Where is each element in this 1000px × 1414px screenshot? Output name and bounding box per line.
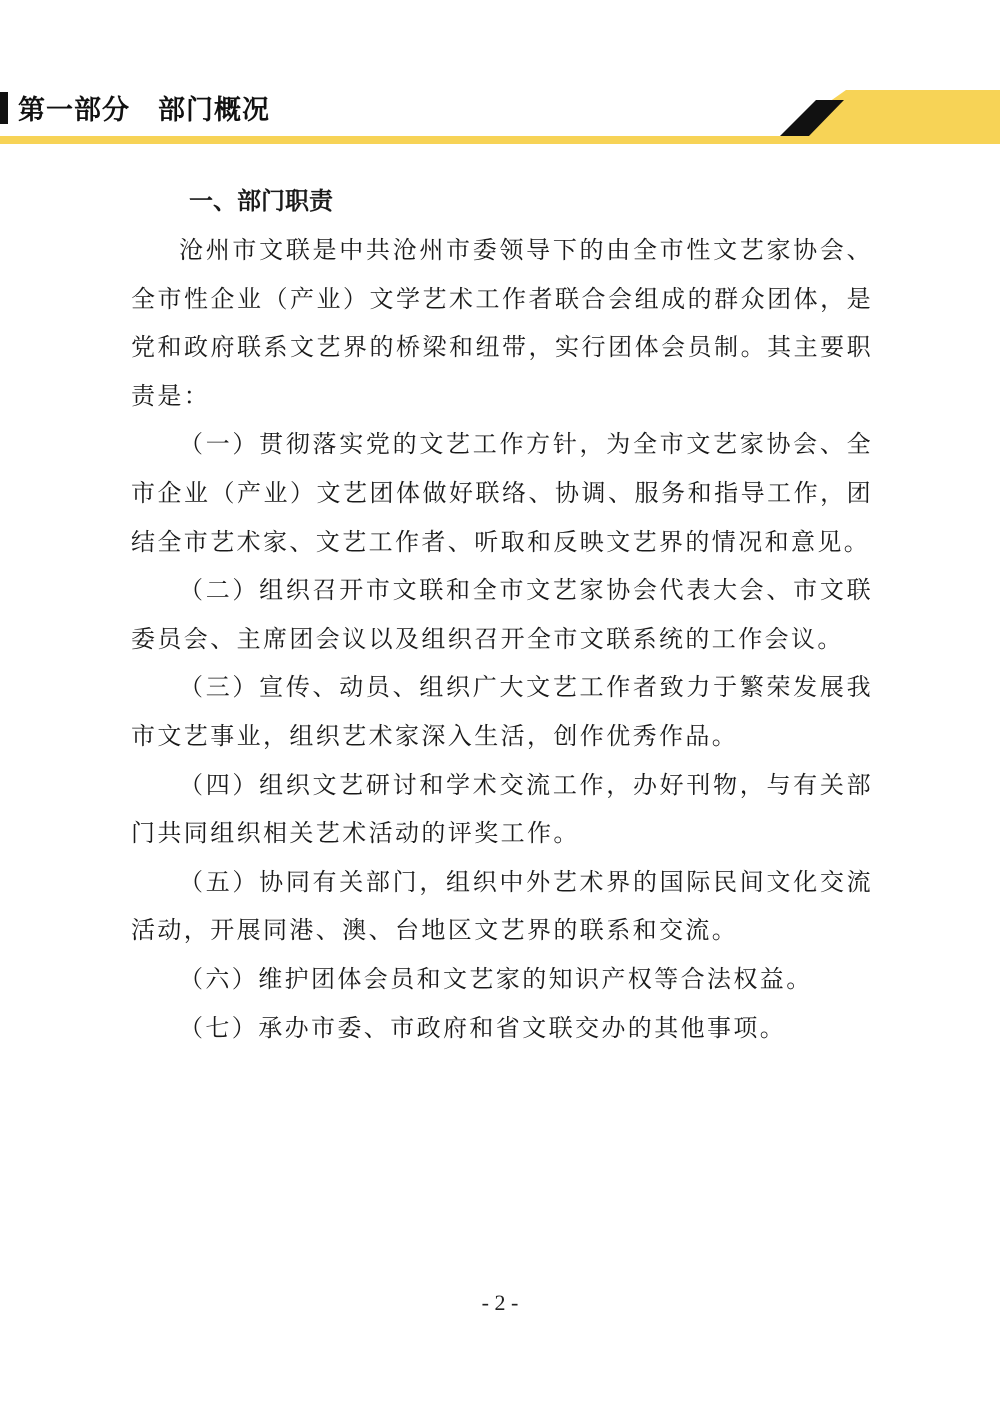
duty-item-5: （五）协同有关部门，组织中外艺术界的国际民间文化交流活动，开展同港、澳、台地区文艺界的联系和交流。 (131, 867, 873, 945)
section-heading: 一、部门职责 (189, 187, 333, 215)
duty-item-2: （二）组织召开市文联和全市文艺家协会代表大会、市文联委员会、主席团会议以及组织召开全市文联系统的工作会议。 (131, 576, 873, 653)
page-header (0, 0, 1000, 150)
duty-item-3: （三）宣传、动员、组织广大文艺工作者致力于繁荣发展我市文艺事业，组织艺术家深入生活，创作优秀作品。 (131, 673, 873, 750)
page-number: - 2 - (481, 1290, 519, 1315)
duty-item-1: （一）贯彻落实党的文艺工作方针，为全市文艺家协会、全市企业（产业）文艺团体做好联络、协调、服务和指导工作，团结全市艺术家、文艺工作者、听取和反映文艺界的情况和意见。 (131, 430, 873, 556)
intro-paragraph: 沧州市文联是中共沧州市委领导下的由全市性文艺家协会、全市性企业（产业）文学艺术工作者联合会组成的群众团体，是党和政府联系文艺界的桥梁和纽带，实行团体会员制。其主要职责是： (131, 236, 873, 410)
page-content (131, 176, 873, 1052)
duty-item-4: （四）组织文艺研讨和学术交流工作，办好刊物，与有关部门共同组织相关艺术活动的评奖工作。 (131, 770, 873, 848)
header-underline-bar (0, 136, 1000, 144)
header-marker (0, 92, 8, 124)
header-decoration (0, 0, 1000, 150)
part-title: 第一部分 部门概况 (18, 95, 270, 126)
duty-item-6: （六）维护团体会员和文艺家的知识产权等合法权益。 (179, 964, 813, 993)
duty-item-7: （七）承办市委、市政府和省文联交办的其他事项。 (179, 1013, 787, 1042)
